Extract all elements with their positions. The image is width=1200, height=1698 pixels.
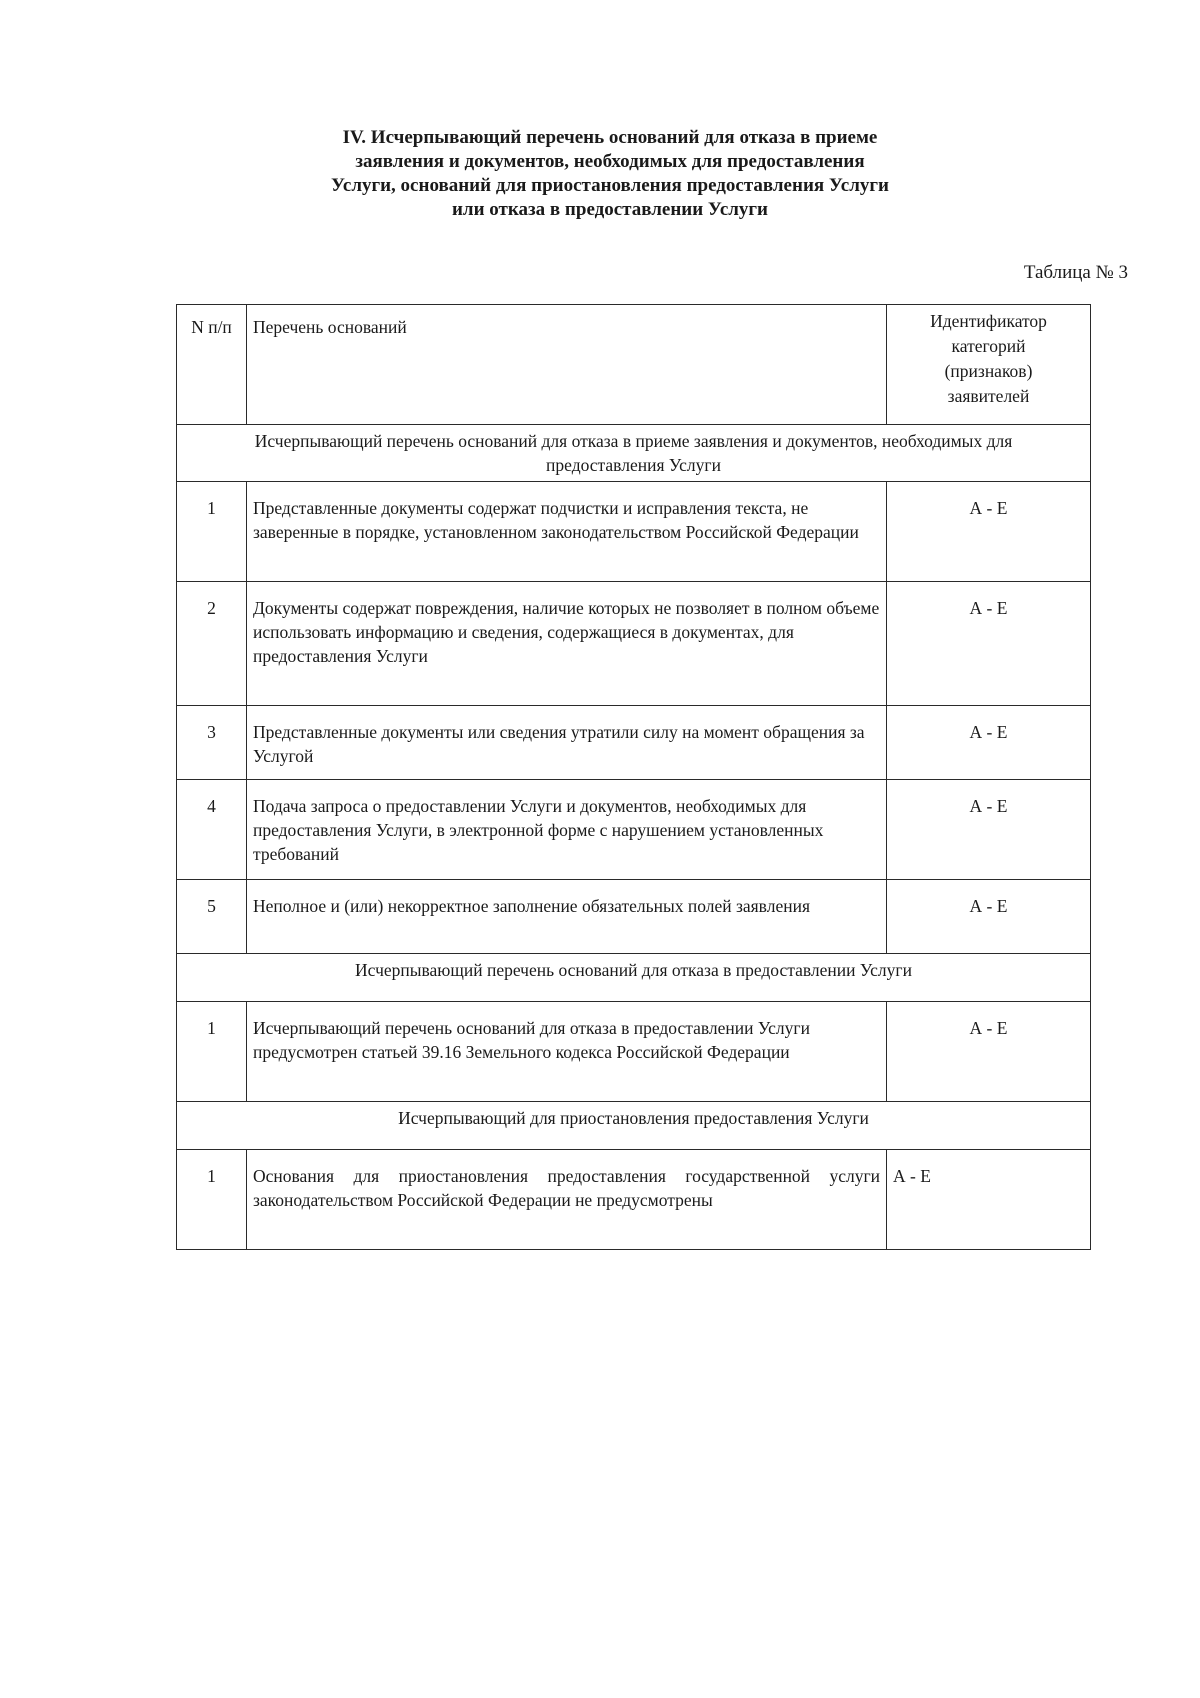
row-num: 1 bbox=[177, 482, 247, 582]
row-text: Подача запроса о предоставлении Услуги и документов, необходимых для предоставления Услуги, в электронной форме с нарушением установленных требований bbox=[247, 780, 887, 880]
row-code: А - Е bbox=[887, 780, 1091, 880]
section-title: Исчерпывающий перечень оснований для отказа в приеме заявления и документов, необходимых для предоставления Услуги bbox=[177, 425, 1091, 482]
heading-line: IV. Исчерпывающий перечень оснований для отказа в приеме bbox=[342, 127, 878, 148]
table-caption: Таблица № 3 bbox=[1023, 262, 1128, 283]
table-row bbox=[177, 1150, 1091, 1250]
row-code: А - Е bbox=[887, 1002, 1091, 1102]
row-num: 3 bbox=[177, 706, 247, 780]
row-text: Представленные документы или сведения утратили силу на момент обращения за Услугой bbox=[247, 706, 887, 780]
table-row bbox=[177, 880, 1091, 954]
section-row bbox=[177, 425, 1091, 482]
table-row bbox=[177, 582, 1091, 706]
row-code: А - Е bbox=[887, 582, 1091, 706]
row-text: Основания для приостановления предоставления государственной услуги законодательством Российской Федерации не предусмотрены bbox=[247, 1150, 887, 1250]
row-num: 5 bbox=[177, 880, 247, 954]
heading-line: заявления и документов, необходимых для предоставления bbox=[355, 151, 865, 172]
header-code: Идентификатор категорий (признаков) заявителей bbox=[887, 305, 1091, 425]
section-heading bbox=[300, 126, 920, 222]
row-text: Документы содержат повреждения, наличие которых не позволяет в полном объеме использовать информацию и сведения, содержащиеся в документах, для предоставления Услуги bbox=[247, 582, 887, 706]
heading-line: или отказа в предоставлении Услуги bbox=[451, 199, 768, 220]
row-num: 4 bbox=[177, 780, 247, 880]
table-header-row bbox=[177, 305, 1091, 425]
section-row bbox=[177, 954, 1091, 1002]
row-num: 1 bbox=[177, 1002, 247, 1102]
row-code: А - Е bbox=[887, 1150, 1091, 1250]
row-num: 2 bbox=[177, 582, 247, 706]
row-text: Представленные документы содержат подчистки и исправления текста, не заверенные в порядке, установленном законодательством Российской Федерации bbox=[247, 482, 887, 582]
row-code: А - Е bbox=[887, 880, 1091, 954]
row-num: 1 bbox=[177, 1150, 247, 1250]
table-row bbox=[177, 706, 1091, 780]
section-title: Исчерпывающий для приостановления предоставления Услуги bbox=[177, 1102, 1091, 1150]
row-text: Исчерпывающий перечень оснований для отказа в предоставлении Услуги предусмотрен статьей 39.16 Земельного кодекса Российской Федерации bbox=[247, 1002, 887, 1102]
reasons-table bbox=[176, 304, 1091, 1250]
table-row bbox=[177, 482, 1091, 582]
header-num: N п/п bbox=[177, 305, 247, 425]
section-title: Исчерпывающий перечень оснований для отказа в предоставлении Услуги bbox=[177, 954, 1091, 1002]
table-row bbox=[177, 1002, 1091, 1102]
section-row bbox=[177, 1102, 1091, 1150]
row-code: А - Е bbox=[887, 706, 1091, 780]
row-code: А - Е bbox=[887, 482, 1091, 582]
header-reason: Перечень оснований bbox=[247, 305, 887, 425]
row-text: Неполное и (или) некорректное заполнение обязательных полей заявления bbox=[247, 880, 887, 954]
heading-line: Услуги, оснований для приостановления предоставления Услуги bbox=[331, 175, 889, 196]
table-row bbox=[177, 780, 1091, 880]
